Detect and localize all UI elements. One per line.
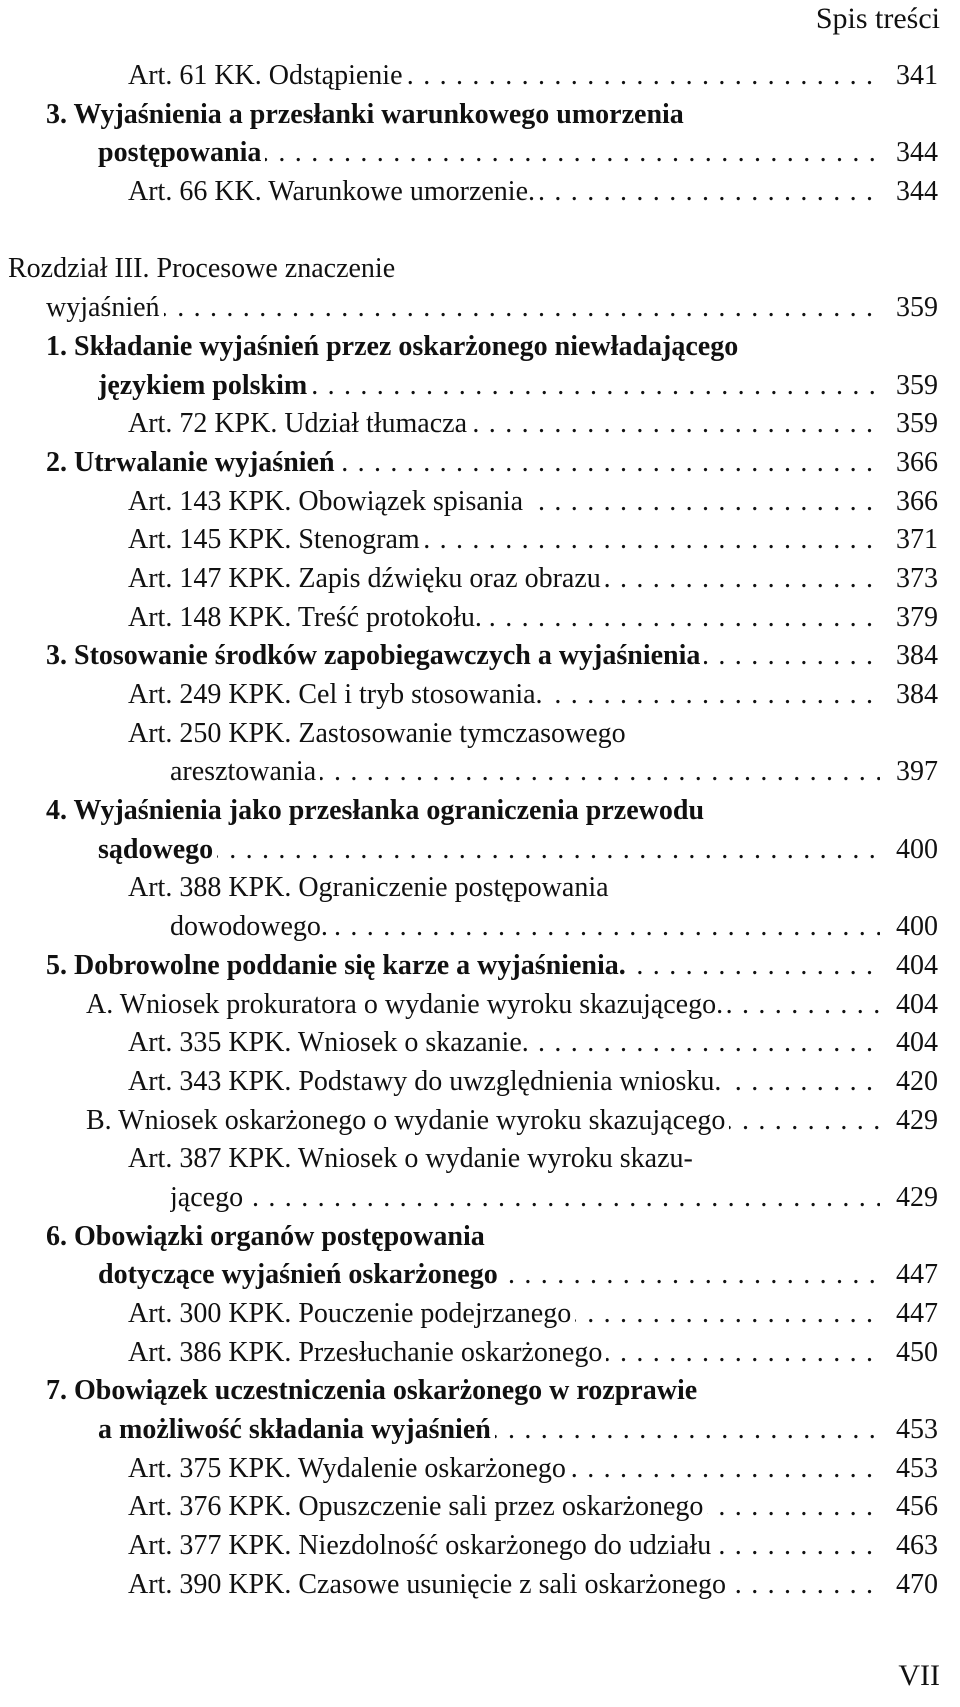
toc-entry-title: Art. 390 KPK. Czasowe usunięcie z sali oskarżonego bbox=[128, 1569, 730, 1600]
toc-entry bbox=[46, 947, 960, 986]
toc-entry-page: 359 bbox=[896, 292, 938, 324]
toc-entry-title: Art. 72 KPK. Udział tłumacza bbox=[128, 408, 471, 439]
toc-entry bbox=[128, 1334, 960, 1373]
toc-entry bbox=[128, 599, 960, 638]
toc-entry-page: 359 bbox=[896, 369, 938, 401]
toc-entry-page: 456 bbox=[896, 1491, 938, 1523]
toc-entry-page: 447 bbox=[896, 1298, 938, 1329]
toc-entry-page: 404 bbox=[896, 988, 938, 1020]
toc-entry bbox=[128, 560, 960, 599]
toc-entry-title: językiem polskim bbox=[98, 370, 311, 401]
table-of-contents bbox=[0, 57, 960, 1605]
toc-entry-page: 366 bbox=[896, 485, 938, 517]
toc-entry-title: Art. 249 KPK. Cel i tryb stosowania. bbox=[128, 679, 547, 710]
toc-entry-page: 371 bbox=[896, 524, 938, 556]
toc-entry-page: 384 bbox=[896, 640, 938, 672]
toc-entry-title: 3. Stosowanie środków zapobiegawczych a wyjaśnienia bbox=[46, 640, 704, 671]
toc-entry-page: 463 bbox=[896, 1530, 938, 1562]
toc-entry-page: 379 bbox=[896, 601, 938, 633]
toc-entry-title: postępowania bbox=[98, 137, 265, 168]
toc-entry-title: Art. 375 KPK. Wydalenie oskarżonego bbox=[128, 1453, 570, 1484]
toc-entry bbox=[46, 1372, 960, 1411]
toc-entry bbox=[128, 1527, 960, 1566]
toc-entry-page: 404 bbox=[896, 1027, 938, 1059]
toc-entry-page: 453 bbox=[896, 1452, 938, 1484]
toc-entry-page: 429 bbox=[896, 1181, 938, 1213]
toc-entry-title: Art. 66 KK. Warunkowe umorzenie. bbox=[128, 176, 539, 207]
toc-entry bbox=[98, 831, 960, 870]
toc-entry-title: Art. 387 KPK. Wniosek o wydanie wyroku skazu- bbox=[128, 1143, 697, 1174]
toc-entry bbox=[128, 1566, 960, 1605]
toc-entry-title: Art. 145 KPK. Stenogram bbox=[128, 524, 424, 555]
toc-entry bbox=[98, 134, 960, 173]
toc-entry bbox=[46, 1218, 960, 1257]
toc-entry bbox=[128, 521, 960, 560]
toc-entry bbox=[8, 212, 960, 251]
toc-entry-page: 366 bbox=[896, 446, 938, 478]
toc-entry bbox=[128, 1488, 960, 1527]
toc-entry bbox=[46, 637, 960, 676]
toc-entry-title: 1. Składanie wyjaśnień przez oskarżonego niewładającego bbox=[46, 331, 742, 362]
toc-entry bbox=[86, 1102, 960, 1141]
toc-entry bbox=[170, 908, 960, 947]
toc-entry-title: 4. Wyjaśnienia jako przesłanka ograniczenia przewodu bbox=[46, 795, 708, 826]
toc-entry-title: 5. Dobrowolne poddanie się karze a wyjaśnienia. bbox=[46, 950, 630, 981]
toc-entry bbox=[8, 250, 960, 289]
toc-entry bbox=[128, 869, 960, 908]
toc-entry bbox=[46, 289, 960, 328]
toc-entry-page: 453 bbox=[896, 1414, 938, 1446]
toc-entry bbox=[170, 753, 960, 792]
toc-entry bbox=[46, 96, 960, 135]
toc-entry-page: 359 bbox=[896, 408, 938, 440]
toc-entry-title: B. Wniosek oskarżonego o wydanie wyroku skazującego bbox=[86, 1105, 729, 1136]
toc-entry bbox=[128, 1140, 960, 1179]
toc-entry-title: 6. Obowiązki organów postępowania bbox=[46, 1221, 489, 1252]
toc-entry-title: a możliwość składania wyjaśnień bbox=[98, 1414, 495, 1445]
toc-entry-title: Art. 377 KPK. Niezdolność oskarżonego do udziału bbox=[128, 1530, 715, 1561]
toc-entry bbox=[128, 405, 960, 444]
toc-entry-page: 400 bbox=[896, 911, 938, 943]
toc-entry bbox=[128, 715, 960, 754]
toc-entry bbox=[128, 1024, 960, 1063]
toc-entry-page: 470 bbox=[896, 1568, 938, 1600]
toc-entry-page: 373 bbox=[896, 562, 938, 594]
toc-entry bbox=[128, 1063, 960, 1102]
toc-entry-title: aresztowania bbox=[170, 756, 320, 787]
toc-entry-title: 3. Wyjaśnienia a przesłanki warunkowego umorzenia bbox=[46, 99, 688, 130]
toc-entry-title: Art. 376 KPK. Opuszczenie sali przez oskarżonego bbox=[128, 1491, 707, 1522]
toc-entry bbox=[128, 676, 960, 715]
toc-entry-title: Art. 386 KPK. Przesłuchanie oskarżonego bbox=[128, 1337, 606, 1368]
running-header: Spis treści bbox=[815, 2, 940, 35]
toc-entry-title: A. Wniosek prokuratora o wydanie wyroku skazującego. bbox=[86, 989, 727, 1020]
toc-entry-page: 450 bbox=[896, 1336, 938, 1368]
toc-entry-title: Art. 143 KPK. Obowiązek spisania bbox=[128, 486, 527, 517]
toc-entry-page: 341 bbox=[896, 60, 938, 91]
toc-entry bbox=[170, 1179, 960, 1218]
toc-entry-page: 420 bbox=[896, 1065, 938, 1097]
toc-entry bbox=[46, 328, 960, 367]
toc-entry-title: jącego bbox=[170, 1182, 247, 1213]
toc-entry bbox=[98, 1256, 960, 1295]
toc-entry-page: 429 bbox=[896, 1104, 938, 1136]
toc-entry bbox=[46, 792, 960, 831]
toc-entry-title: wyjaśnień bbox=[46, 292, 164, 323]
toc-entry-title: Art. 388 KPK. Ograniczenie postępowania bbox=[128, 872, 613, 903]
toc-entry-page: 404 bbox=[896, 949, 938, 981]
toc-entry-page: 384 bbox=[896, 679, 938, 710]
toc-entry-title bbox=[8, 215, 12, 246]
toc-entry-title: Art. 61 KK. Odstąpienie bbox=[128, 60, 407, 91]
toc-entry bbox=[128, 1450, 960, 1489]
toc-entry-title: Rozdział III. Procesowe znaczenie bbox=[8, 253, 399, 284]
toc-entry bbox=[98, 367, 960, 406]
toc-entry-title: Art. 250 KPK. Zastosowanie tymczasowego bbox=[128, 718, 630, 749]
toc-entry bbox=[46, 444, 960, 483]
toc-entry-page: 400 bbox=[896, 833, 938, 865]
toc-entry-page: 397 bbox=[896, 756, 938, 788]
toc-entry-page: 447 bbox=[896, 1259, 938, 1291]
toc-entry bbox=[128, 173, 960, 212]
toc-entry bbox=[128, 483, 960, 522]
toc-entry-title: Art. 300 KPK. Pouczenie podejrzanego bbox=[128, 1298, 575, 1329]
toc-entry bbox=[98, 1411, 960, 1450]
toc-entry-title: dotyczące wyjaśnień oskarżonego bbox=[98, 1259, 502, 1290]
page-number: VII bbox=[898, 1659, 940, 1692]
toc-entry bbox=[86, 986, 960, 1025]
toc-entry-title: Art. 335 KPK. Wniosek o skazanie. bbox=[128, 1027, 533, 1058]
toc-entry-title: Art. 147 KPK. Zapis dźwięku oraz obrazu bbox=[128, 563, 605, 594]
toc-entry-title: Art. 343 KPK. Podstawy do uwzględnienia wniosku. bbox=[128, 1066, 725, 1097]
toc-entry-title: Art. 148 KPK. Treść protokołu. bbox=[128, 602, 486, 633]
toc-entry-page: 344 bbox=[896, 176, 938, 208]
toc-entry-title: dowodowego. bbox=[170, 911, 332, 942]
toc-entry-page: 344 bbox=[896, 137, 938, 169]
toc-entry bbox=[128, 1295, 960, 1334]
toc-entry bbox=[128, 57, 960, 96]
toc-entry-title: 2. Utrwalanie wyjaśnień bbox=[46, 447, 339, 478]
toc-entry-title: 7. Obowiązek uczestniczenia oskarżonego w rozprawie bbox=[46, 1375, 701, 1406]
toc-entry-title: sądowego bbox=[98, 834, 217, 865]
